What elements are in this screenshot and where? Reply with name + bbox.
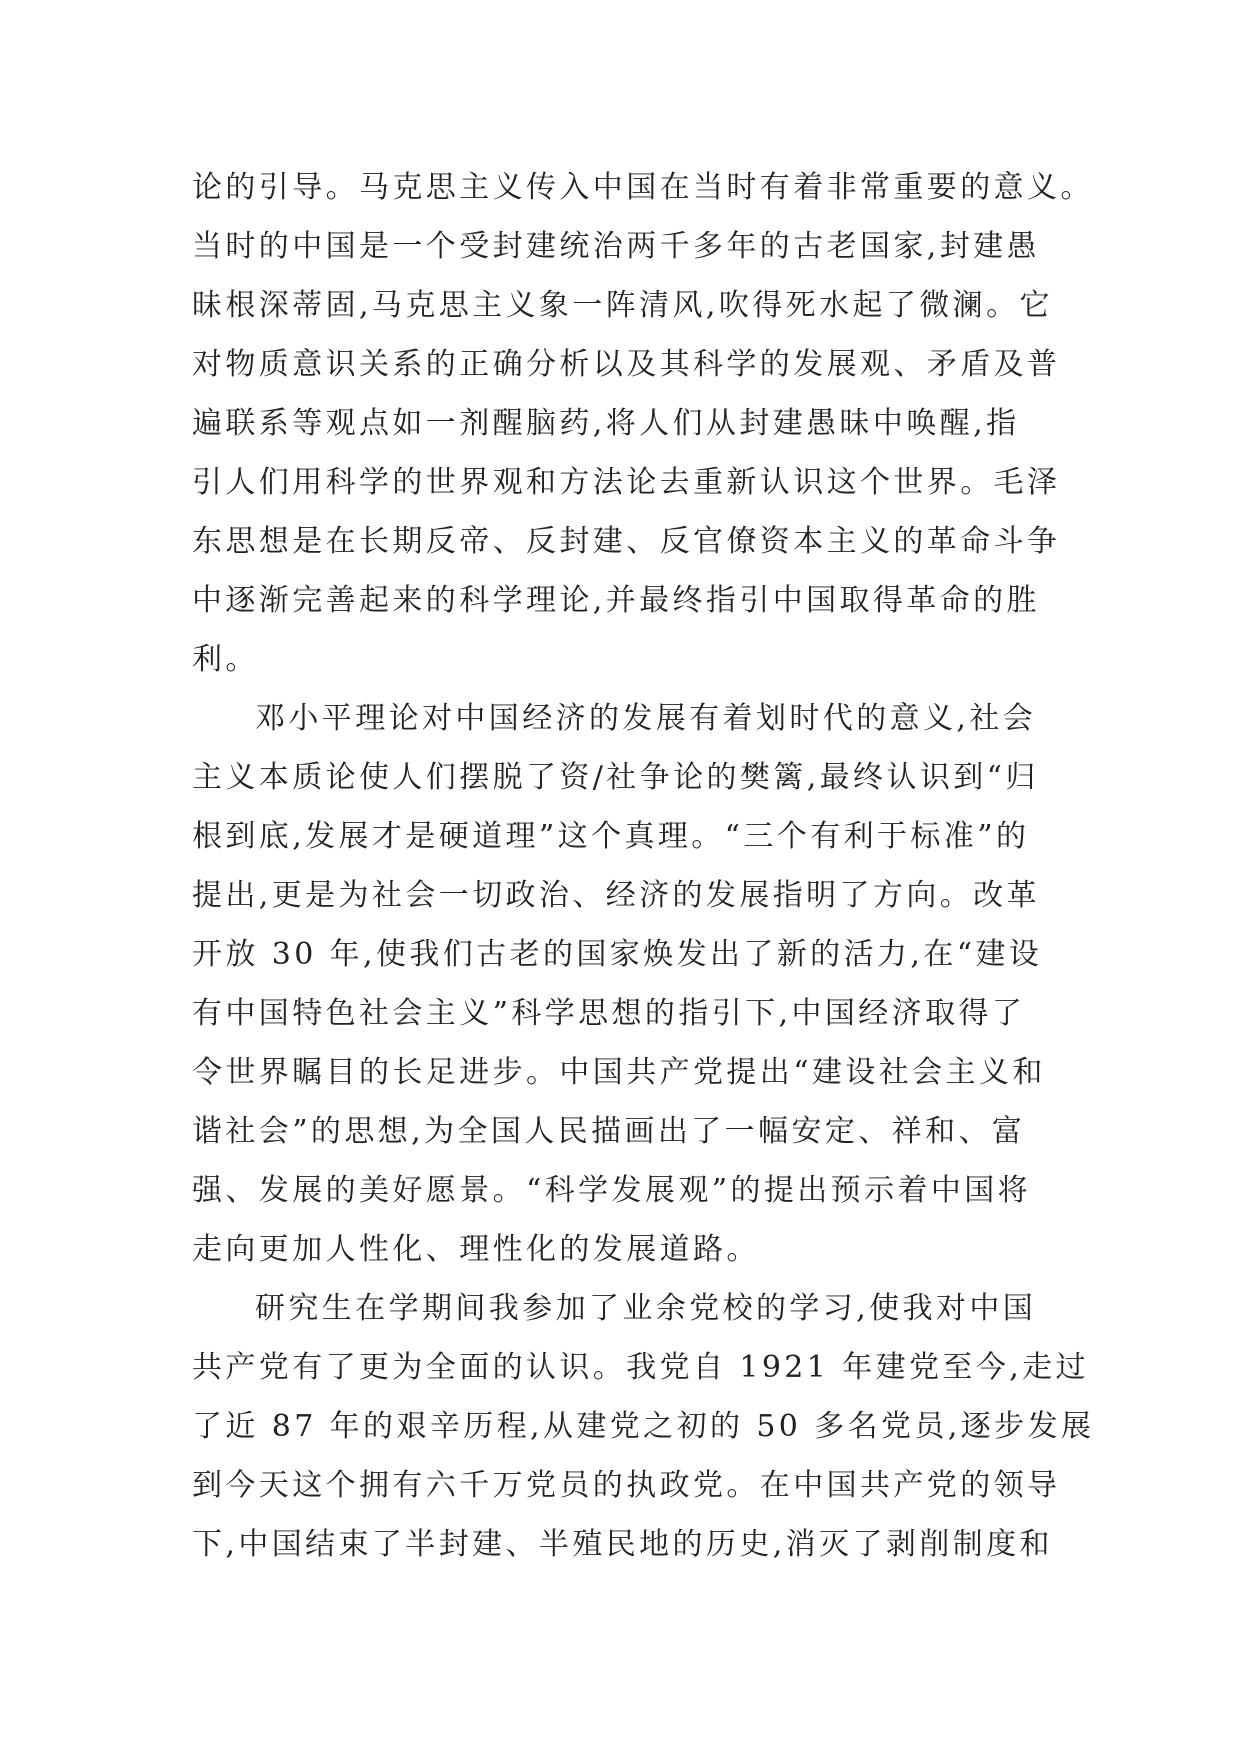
text-line: 开放 30 年,使我们古老的国家焕发出了新的活力,在“建设 <box>192 937 1043 972</box>
text-line: 对物质意识关系的正确分析以及其科学的发展观、矛盾及普 <box>192 347 1061 382</box>
text-line: 遍联系等观点如一剂醒脑药,将人们从封建愚昧中唤醒,指 <box>192 406 1020 441</box>
text-line: 昧根深蒂固,马克思主义象一阵清风,吹得死水起了微澜。它 <box>192 288 1053 323</box>
text-line: 提出,更是为社会一切政治、经济的发展指明了方向。改革 <box>192 878 1040 913</box>
text-line: 邓小平理论对中国经济的发展有着划时代的意义,社会 <box>255 701 1037 736</box>
paragraph-1 <box>192 158 1092 689</box>
body-text <box>192 158 1095 1574</box>
text-line: 有中国特色社会主义”科学思想的指引下,中国经济取得了 <box>192 996 1026 1031</box>
text-line: 东思想是在长期反帝、反封建、反官僚资本主义的革命斗争 <box>192 524 1061 559</box>
text-line: 利。 <box>192 642 259 677</box>
text-line: 研究生在学期间我参加了业余党校的学习,使我对中国 <box>255 1291 1037 1326</box>
text-line: 中逐渐完善起来的科学理论,并最终指引中国取得革命的胜 <box>192 583 1040 618</box>
text-line: 令世界瞩目的长足进步。中国共产党提出“建设社会主义和 <box>192 1055 1046 1090</box>
text-line: 主义本质论使人们摆脱了资/社争论的樊篱,最终认识到“归 <box>192 760 1039 795</box>
text-line: 当时的中国是一个受封建统治两千多年的古老国家,封建愚 <box>192 229 1040 264</box>
text-line: 了近 87 年的艰辛历程,从建党之初的 50 多名党员,逐步发展 <box>192 1409 1095 1444</box>
text-line: 共产党有了更为全面的认识。我党自 1921 年建党至今,走过 <box>192 1350 1089 1385</box>
text-line: 根到底,发展才是硬道理”这个真理。“三个有利于标准”的 <box>192 819 1030 854</box>
text-line: 谐社会”的思想,为全国人民描画出了一幅安定、祥和、富 <box>192 1114 1026 1149</box>
text-line: 强、发展的美好愿景。“科学发展观”的提出预示着中国将 <box>192 1173 1032 1208</box>
text-line: 下,中国结束了半封建、半殖民地的历史,消灭了剥削制度和 <box>192 1527 1053 1562</box>
text-line: 引人们用科学的世界观和方法论去重新认识这个世界。毛泽 <box>192 465 1061 500</box>
text-line: 论的引导。马克思主义传入中国在当时有着非常重要的意义。 <box>192 170 1094 205</box>
paragraph-2 <box>192 689 1092 1279</box>
text-line: 走向更加人性化、理性化的发展道路。 <box>192 1232 760 1267</box>
text-line: 到今天这个拥有六千万党员的执政党。在中国共产党的领导 <box>192 1468 1061 1503</box>
paragraph-3 <box>192 1279 1095 1574</box>
